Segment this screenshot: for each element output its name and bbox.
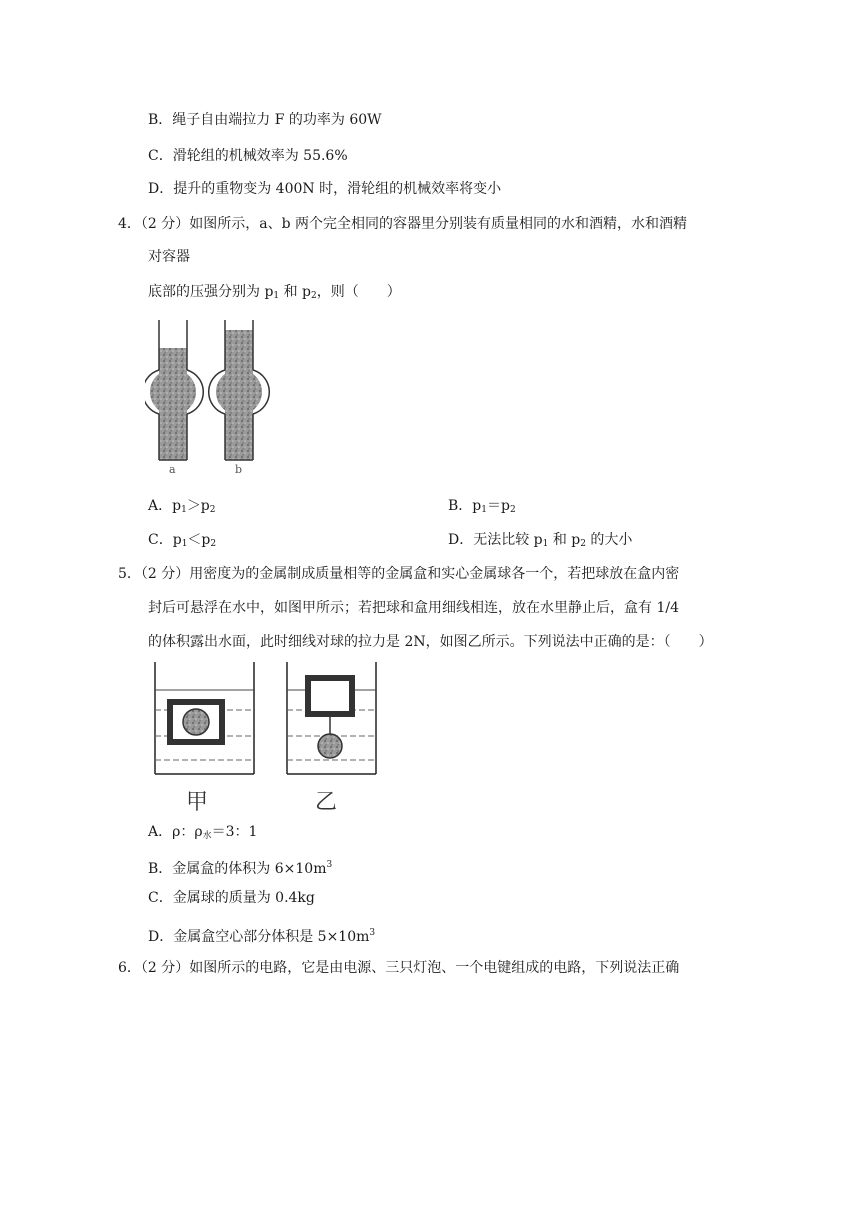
q4-stem-line2: 对容器 — [148, 249, 190, 265]
q5-figure-jia — [150, 662, 260, 782]
q4-stem-line1: 4．（2 分）如图所示，a、b 两个完全相同的容器里分别装有质量相同的水和酒精，水和酒精 — [118, 216, 688, 232]
q5-stem-line1: 5．（2 分）用密度为的金属制成质量相等的金属盒和实心金属球各一个，若把球放在盒内密 — [118, 566, 680, 582]
container-a — [145, 320, 203, 460]
q3-option-d: D．提升的重物变为 400N 时，滑轮组的机械效率将变小 — [148, 181, 502, 197]
q5-stem-line2: 封后可悬浮在水中，如图甲所示；若把球和盒用细线相连，放在水里静止后，盒有 1/4 — [148, 600, 679, 616]
q3-option-b: B．绳子自由端拉力 F 的功率为 60W — [148, 112, 382, 128]
q6-stem-line1: 6．（2 分）如图所示的电路，它是由电源、三只灯泡、一个电键组成的电路，下列说法正确 — [118, 960, 680, 976]
metal-box-floating — [308, 678, 352, 714]
q3-option-c: C．滑轮组的机械效率为 55.6% — [148, 148, 348, 164]
metal-ball — [183, 709, 209, 735]
q4-option-d: D．无法比较 $p_1$ 和 $p_2$ 的大小 — [448, 532, 633, 549]
q5-option-b: B．金属盒的体积为 $6\times 10m^3$ — [148, 860, 333, 877]
q4-option-c: C．$p_1<p_2$ — [148, 532, 217, 549]
q5-option-c: C．金属球的质量为 0.4kg — [148, 890, 315, 906]
metal-ball-hanging — [318, 734, 342, 758]
q4-stem-line3: 底部的压强分别为 $p_1$ 和 $p_2$，则（ ） — [148, 284, 401, 301]
q5-fig-label-jia: 甲 — [186, 790, 209, 815]
q5-figure-yi — [282, 662, 382, 782]
q4-fig-label-a: a — [169, 463, 176, 476]
q4-option-b: B．$p_1=p_2$ — [448, 498, 516, 515]
q5-stem-line3: 的体积露出水面，此时细线对球的拉力是 2N，如图乙所示。下列说法中正确的是：（ ） — [148, 634, 713, 650]
q4-fig-label-b: b — [235, 463, 243, 476]
q5-option-d: D．金属盒空心部分体积是 $5\times 10m^3$ — [148, 928, 376, 945]
q4-option-a: A．$p_1>p_2$ — [148, 498, 216, 515]
q4-containers-figure — [145, 318, 275, 476]
q5-option-a: A．ρ：$\rho_水=3$：1 — [148, 824, 258, 841]
container-b — [209, 320, 270, 460]
q5-fig-label-yi: 乙 — [315, 790, 338, 815]
